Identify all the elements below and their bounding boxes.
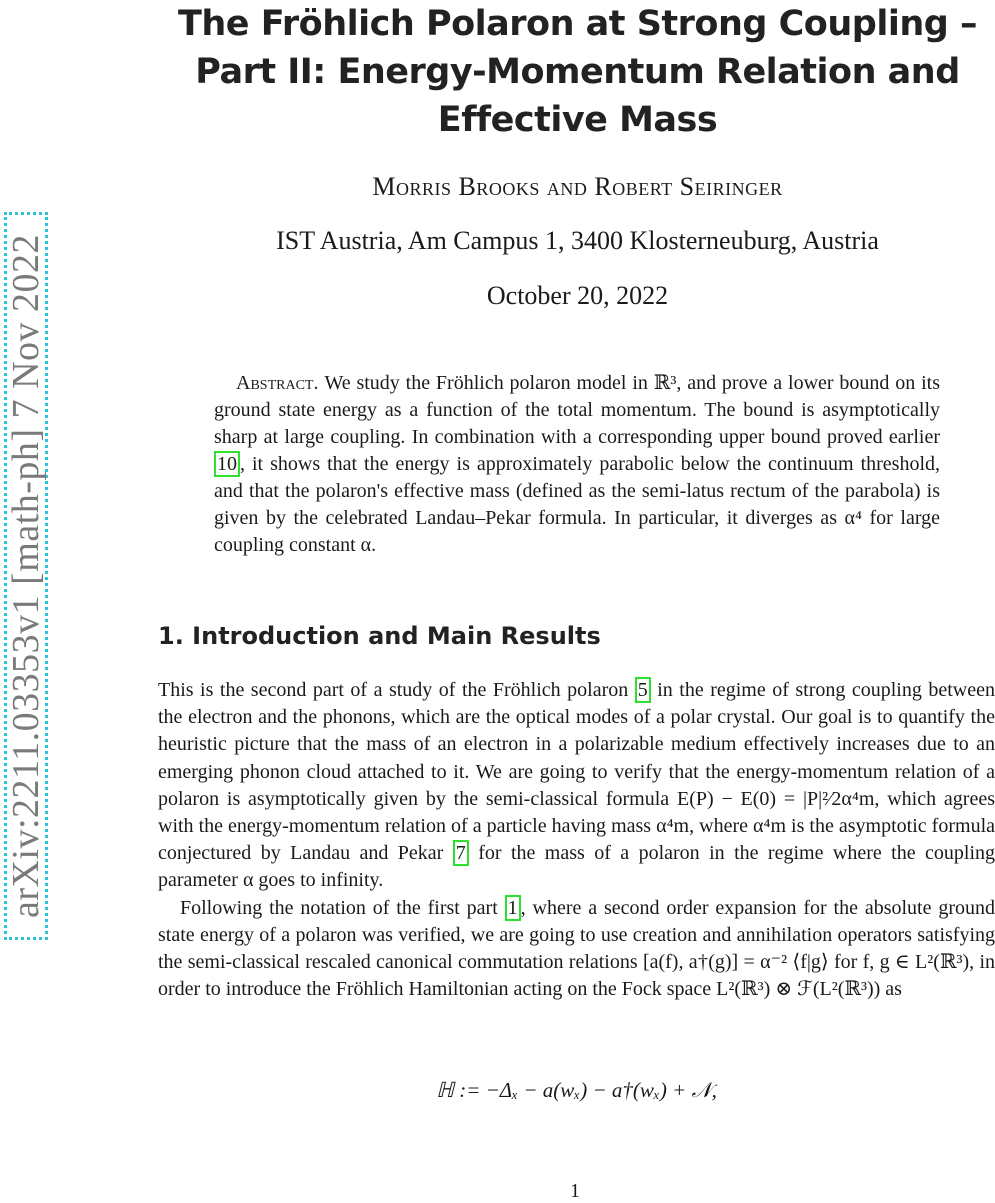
citation-link[interactable]: 1 bbox=[505, 895, 521, 921]
abstract-text-2: , it shows that the energy is approximately parabolic below the continuum threshold, and that the polaron's effective mass (defined as the semi-latus rectum of the parabola) is given by the celebrated Landau–Pekar formula. In particular, it diverges as α⁴ for large coupling constant α. bbox=[214, 453, 940, 556]
title-line-2: Part II: Energy-Momentum Relation and bbox=[195, 52, 960, 92]
affiliation: IST Austria, Am Campus 1, 3400 Klosterneuburg, Austria bbox=[276, 226, 879, 255]
abstract-text-1: We study the Fröhlich polaron model in ℝ³, and prove a lower bound on its ground state energy as a function of the total momentum. The bound is asymptotically sharp at large coupling. In combination with a corresponding upper bound proved earlier bbox=[214, 372, 940, 448]
paragraph-text: This is the second part of a study of the Fröhlich polaron bbox=[158, 679, 635, 701]
paragraph-2 bbox=[158, 895, 995, 1004]
paragraph-text: in the regime of strong coupling between the electron and the phonons, which are the optical modes of a polar crystal. Our goal is to quantify the heuristic picture that the mass of an electron in a polarizable medium effectively increases due to an emerging phonon cloud attached to it. We are going to verify that the energy-momentum relation of a polaron is asymptotically given by the semi-classical formula E(P) − E(0) = |P|²⁄2α⁴m, which agrees with the energy-momentum relation of a particle having mass α⁴m, where α⁴m is the asymptotic formula conjectured by Landau and Pekar bbox=[158, 679, 995, 865]
citation-link[interactable]: 10 bbox=[214, 451, 240, 477]
title-line-3: Effective Mass bbox=[437, 100, 718, 140]
authors: Morris Brooks and Robert Seiringer bbox=[372, 172, 783, 201]
citation-link[interactable]: 7 bbox=[453, 840, 469, 866]
arxiv-stamp bbox=[4, 212, 48, 940]
arxiv-stamp-text: arXiv:2211.03353v1 [math-ph] 7 Nov 2022 bbox=[5, 233, 47, 919]
hamiltonian-equation: ℍ := −Δₓ − a(wₓ) − a†(wₓ) + 𝒩, bbox=[436, 1078, 717, 1102]
abstract bbox=[214, 370, 940, 559]
section-body bbox=[158, 677, 995, 1003]
date: October 20, 2022 bbox=[486, 281, 669, 310]
paragraph-text: Following the notation of the first part bbox=[180, 896, 505, 919]
title-line-1: The Fröhlich Polaron at Strong Coupling – bbox=[178, 4, 977, 44]
paragraph-1 bbox=[158, 677, 995, 895]
abstract-label: Abstract. bbox=[236, 372, 319, 394]
citation-link[interactable]: 5 bbox=[635, 677, 651, 703]
paper-title bbox=[160, 0, 995, 144]
paragraph-text: for the mass of a polaron in the regime where the coupling parameter α goes to infinity. bbox=[158, 842, 995, 892]
page-number: 1 bbox=[570, 1180, 580, 1202]
paragraph-text: , where a second order expansion for the absolute ground state energy of a polaron was verified, we are going to use creation and annihilation operators satisfying the semi-classical rescaled canonical commutation relations [a(f), a†(g)] = α⁻² ⟨f|g⟩ for f, g ∈ L²(ℝ³), in order to introduce the Fröhlich Hamiltonian acting on the Fock space L²(ℝ³) ⊗ ℱ(L²(ℝ³)) as bbox=[158, 896, 995, 1001]
section-heading: 1. Introduction and Main Results bbox=[158, 622, 601, 650]
